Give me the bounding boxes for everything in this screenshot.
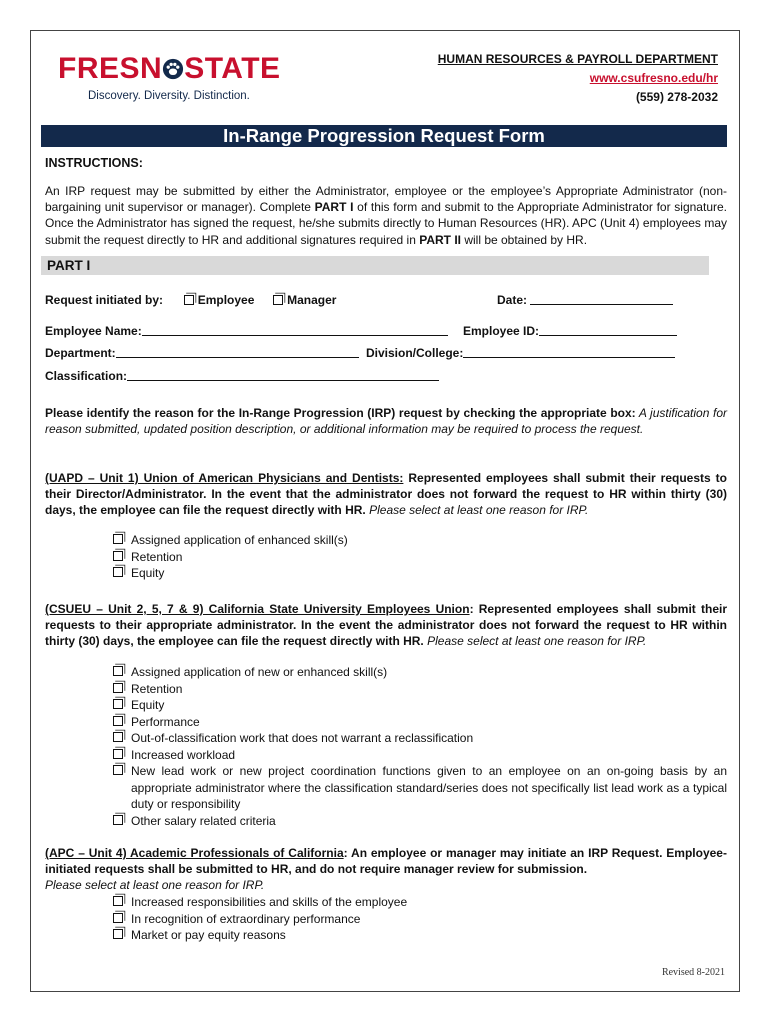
csueu-text: : Represented employees shall submit their requests to their appropriate administrator. In the event the administrator does not forward the request to HR within thirty (30) days, the employee can file the request directly with HR. [45,602,727,649]
csueu-checkbox[interactable] [113,749,123,759]
list-item[interactable] [113,664,727,681]
list-item[interactable] [113,565,713,582]
employee-name-field [45,323,448,339]
option-label: New lead work or new project coordination functions given to an employee on an on-going basis by an appropriate administrator where the classification standard/series does not specifically list lead work as a typical duty or responsibility [131,764,727,811]
uapd-section-text [45,470,727,519]
instructions-part-b: of this form and submit to the Appropriate Administrator for signature. Once the Administrator has signed the request, he/she submits directly to Human Resources (HR). APC (Unit 4) employees may submit the request directly to HR and additional signatures required in [45,200,727,247]
csueu-note: Please select at least one reason for IRP. [423,634,647,649]
csueu-checkbox[interactable] [113,666,123,676]
logo-wordmark [58,52,281,86]
csueu-options [113,664,727,829]
option-label: Market or pay equity reasons [131,928,286,942]
logo-text-left: FRESN [58,52,163,85]
reason-prompt-italic: A justification for reason submitted, updated position description, or additional information may be required to process the request. [45,406,728,437]
apc-checkbox[interactable] [113,913,123,923]
csueu-checkbox[interactable] [113,765,123,775]
list-item[interactable] [113,697,727,714]
request-initiated-row [45,292,336,308]
list-item[interactable] [113,911,713,928]
csueu-checkbox[interactable] [113,716,123,726]
option-label: Equity [131,566,165,580]
employee-name-label: Employee Name: [45,324,142,338]
list-item[interactable] [113,927,713,944]
form-title: In-Range Progression Request Form [41,125,727,147]
list-item[interactable] [113,730,727,747]
reason-prompt [45,405,727,437]
apc-options [113,894,713,944]
csueu-heading: (CSUEU – Unit 2, 5, 7 & 9) California State University Employees Union [45,602,470,616]
employee-checkbox[interactable] [184,295,194,305]
initiated-by-label: Request initiated by: [45,293,164,307]
apc-checkbox[interactable] [113,896,123,906]
uapd-checkbox[interactable] [113,534,123,544]
division-input-line[interactable] [463,346,675,358]
employee-id-input-line[interactable] [539,324,677,336]
list-item[interactable] [113,714,727,731]
instructions-part-c: will be obtained by HR. [460,232,588,247]
csueu-checkbox[interactable] [113,699,123,709]
uapd-checkbox[interactable] [113,567,123,577]
instructions-part-a: An IRP request may be submitted by either the Administrator, employee or the employee’s Appropriate Administrator (non-bargaining unit supervisor or manager). Complete [45,184,727,215]
employee-name-input-line[interactable] [142,324,448,336]
fresno-state-logo [58,52,288,108]
uapd-options [113,532,713,582]
instructions-part-a-bold: PART I [314,200,354,215]
classification-label: Classification: [45,369,128,383]
department-field [45,345,359,361]
department-input-line[interactable] [116,346,359,358]
department-name: HUMAN RESOURCES & PAYROLL DEPARTMENT [437,52,718,66]
part-one-header: PART I [41,256,709,275]
list-item[interactable] [113,532,713,549]
csueu-checkbox[interactable] [113,815,123,825]
hr-contact-block [438,50,718,107]
uapd-heading: (UAPD – Unit 1) Union of American Physicians and Dentists: [45,471,404,485]
date-label: Date: [497,293,528,307]
logo-text-right: STATE [184,52,281,85]
phone-number: (559) 278-2032 [635,90,718,104]
apc-note: Please select at least one reason for IRP. [45,878,265,893]
classification-input-line[interactable] [127,369,439,381]
employee-id-field [463,323,677,339]
logo-tagline: Discovery. Diversity. Distinction. [88,90,250,102]
employee-option-label: Employee [197,293,255,307]
revision-date: Revised 8-2021 [661,967,725,978]
instructions-text [45,183,727,248]
option-label: Out-of-classification work that does not warrant a reclassification [131,731,474,745]
date-field [497,292,673,308]
apc-section-text [45,845,727,894]
csueu-section-text [45,601,727,650]
apc-text: : An employee or manager may initiate an IRP Request. Employee-initiated requests shall be submitted to HR, and do not require manager review for submission. [45,846,727,877]
paw-icon [162,58,184,80]
list-item[interactable] [113,763,727,813]
date-input-line[interactable] [530,293,673,305]
option-label: Increased responsibilities and skills of the employee [131,895,408,909]
option-label: Performance [131,714,200,729]
apc-checkbox[interactable] [113,929,123,939]
instructions-heading: INSTRUCTIONS: [45,156,143,170]
option-label: Assigned application of new or enhanced skill(s) [131,665,388,679]
list-item[interactable] [113,747,727,764]
manager-option-label: Manager [287,293,337,307]
manager-checkbox[interactable] [273,295,283,305]
website-link[interactable]: www.csufresno.edu/hr [589,71,718,85]
option-label: Retention [131,549,183,564]
division-field [366,345,675,361]
employee-id-label: Employee ID: [463,324,540,338]
instructions-part-b-bold: PART II [419,232,461,247]
apc-heading: (APC – Unit 4) Academic Professionals of California [45,846,344,860]
option-label: Assigned application of enhanced skill(s) [131,533,348,547]
list-item[interactable] [113,894,713,911]
reason-prompt-bold: Please identify the reason for the In-Range Progression (IRP) request by checking the appropriate box: [45,406,636,420]
option-label: Other salary related criteria [131,813,276,828]
csueu-checkbox[interactable] [113,683,123,693]
option-label: In recognition of extraordinary performance [131,911,361,926]
department-label: Department: [45,346,116,360]
csueu-checkbox[interactable] [113,732,123,742]
option-label: Equity [131,698,165,712]
list-item[interactable] [113,813,727,830]
list-item[interactable] [113,549,713,566]
option-label: Increased workload [131,747,236,762]
uapd-checkbox[interactable] [113,551,123,561]
uapd-text: Represented employees shall submit their requests to their Director/Administrator. In the event that the administrator does not forward the request to HR within thirty (30) days, the employee can file the request directly with HR. [45,471,727,518]
option-label: Retention [131,681,183,696]
classification-field [45,368,439,384]
division-label: Division/College: [366,346,464,360]
uapd-note: Please select at least one reason for IRP. [365,503,589,518]
list-item[interactable] [113,681,727,698]
